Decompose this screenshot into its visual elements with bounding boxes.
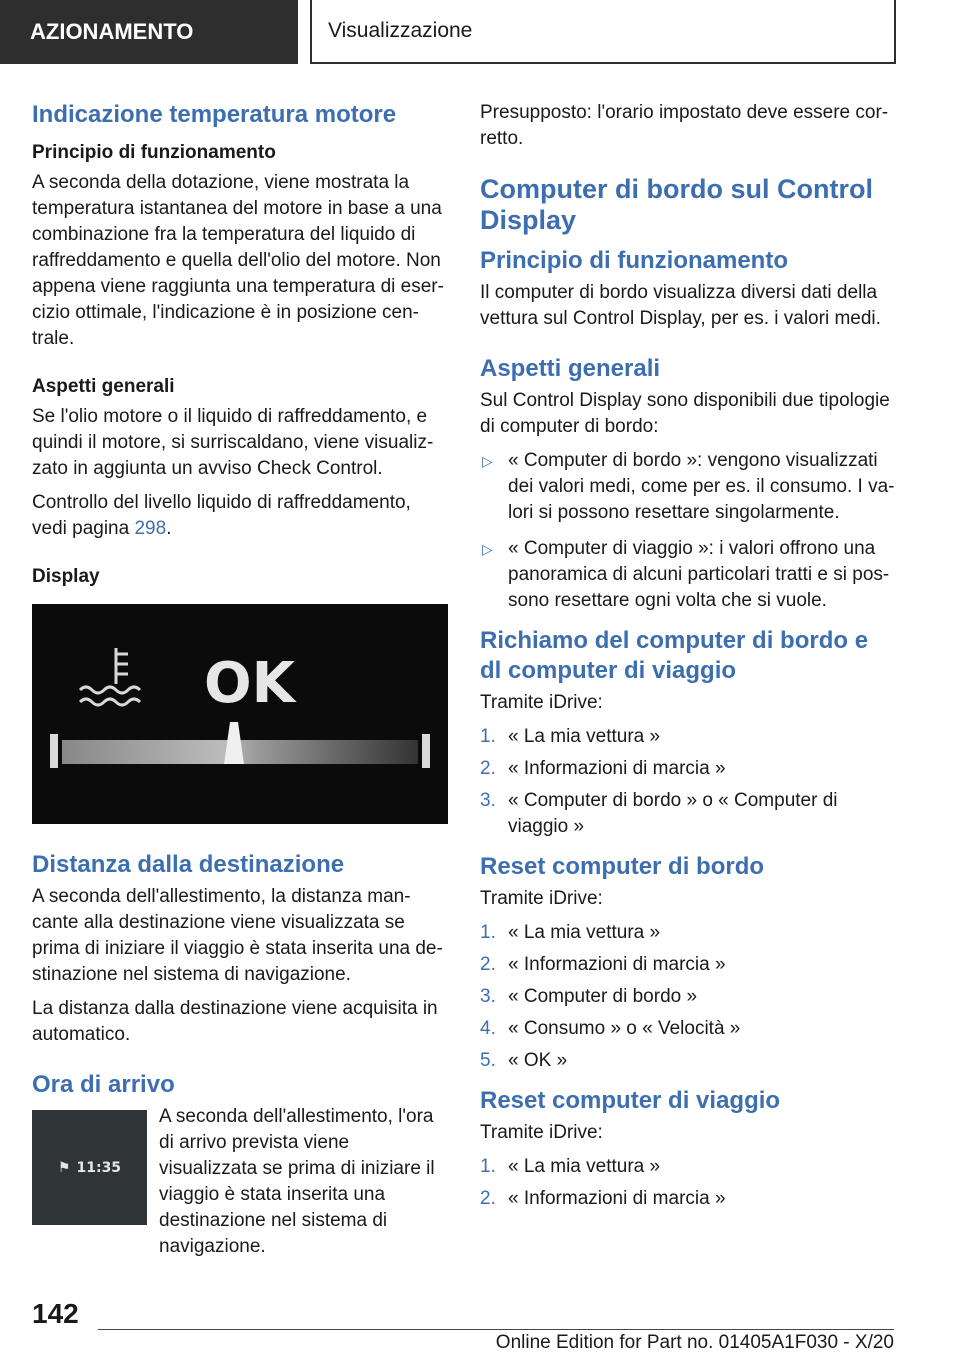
- page-number: 142: [32, 1298, 79, 1329]
- arrival-time-image: [32, 1110, 147, 1225]
- distanza-text-1: A seconda dell'allestimento, la distanza man-cante alla destinazione viene visualizzata se prima di iniziare il viaggio è stata inserita una de-stinazione nel sistema di navigazione.: [32, 886, 443, 985]
- controllo-text: Controllo del livello liquido di raffreddamento, vedi pagina 298.: [32, 492, 411, 539]
- left-column: [32, 100, 448, 1260]
- list-item: 2. « Informazioni di marcia »: [480, 1188, 726, 1209]
- ora-heading: Ora di arrivo: [32, 1071, 175, 1098]
- coolant-temp-icon: [80, 648, 140, 705]
- list-item: 1. « La mia vettura »: [480, 726, 661, 747]
- chapter-title: Visualizzazione: [328, 19, 473, 42]
- list-item: ▷ « Computer di viaggio »: i valori offrono una panoramica di alcuni particolari tratti e si pos-sono resettare ogni volta che si vuole.: [482, 538, 890, 611]
- principio-subheading: Principio di funzionamento: [32, 142, 276, 163]
- engine-temp-display-image: [32, 604, 448, 824]
- computer-types-list: [480, 448, 896, 614]
- flag-icon: ⚑: [57, 1159, 71, 1176]
- richiamo-steps: [480, 724, 896, 840]
- display-subheading: Display: [32, 566, 100, 587]
- list-item: 5. « OK »: [480, 1050, 568, 1071]
- section-tab: [0, 0, 298, 64]
- list-item: 1. « La mia vettura »: [480, 1156, 661, 1177]
- principio-heading-right: Principio di funzionamento: [480, 247, 788, 274]
- reset-bordo-steps: [480, 920, 896, 1074]
- list-item: 2. « Informazioni di marcia »: [480, 954, 726, 975]
- footer-edition: Online Edition for Part no. 01405A1F030 - X/20: [495, 1332, 894, 1353]
- ora-text: A seconda dell'allestimento, l'ora di arrivo prevista viene visualizzata se prima di iniziare il viaggio è stata inserita una destinazione nel sistema di navigazione.: [159, 1106, 435, 1257]
- reset-viaggio-heading: Reset computer di viaggio: [480, 1087, 781, 1114]
- bar-right-cap: [422, 734, 430, 768]
- aspetti-subheading: Aspetti generali: [32, 376, 175, 397]
- aspetti-text: Se l'olio motore o il liquido di raffreddamento, e quindi il motore, si surriscaldano, viene visualiz-zato in aggiunta un avviso Check Control.: [32, 406, 434, 479]
- temp-needle: [224, 722, 244, 764]
- bar-left-cap: [50, 734, 58, 768]
- principio-text: A seconda della dotazione, viene mostrata la temperatura istantanea del motore in base a una combinazione fra la temperatura del liquido di raffreddamento e quella dell'olio del motore. Non appena viene raggiunta una temperatura di eser-cizio ottimale, l'indicazione è in posizione cen-trale.: [32, 172, 444, 349]
- aspetti-text-right: Sul Control Display sono disponibili due tipologie di computer di bordo:: [480, 390, 890, 437]
- list-item: 4. « Consumo » o « Velocità »: [480, 1018, 741, 1039]
- distanza-text-2: La distanza dalla destinazione viene acquisita in automatico.: [32, 998, 438, 1045]
- principio-text-right: Il computer di bordo visualizza diversi dati della vettura sul Control Display, per es. i valori medi.: [480, 282, 881, 329]
- triangle-bullet-icon: ▷: [482, 453, 493, 469]
- tramite-text-3: Tramite iDrive:: [480, 1122, 603, 1143]
- distanza-heading: Distanza dalla destinazione: [32, 851, 345, 878]
- reset-viaggio-steps: [480, 1154, 896, 1212]
- list-item: 1. « La mia vettura »: [480, 922, 661, 943]
- triangle-bullet-icon: ▷: [482, 541, 493, 557]
- list-item: 3. « Computer di bordo »: [480, 986, 698, 1007]
- list-item: 3. « Computer di bordo » o « Computer di viaggio »: [480, 790, 838, 837]
- chapter-tab: [310, 0, 896, 64]
- display-ok-text: OK: [204, 651, 295, 716]
- reset-bordo-heading: Reset computer di bordo: [480, 853, 765, 880]
- list-item: ▷ « Computer di bordo »: vengono visualizzati dei valori medi, come per es. il consumo. I va-lori si possono resettare singolarmente.: [482, 450, 895, 523]
- presupposto-text: Presupposto: l'orario impostato deve essere cor-retto.: [480, 102, 889, 149]
- computer-heading: Computer di bordo sul Control Display: [480, 174, 873, 235]
- tramite-text-1: Tramite iDrive:: [480, 692, 603, 713]
- ora-block: [32, 1104, 448, 1260]
- engine-temp-display-graphic: [32, 604, 448, 824]
- temp-heading: Indicazione temperatura motore: [32, 101, 397, 128]
- section-title: AZIONAMENTO: [30, 19, 194, 44]
- tramite-text-2: Tramite iDrive:: [480, 888, 603, 909]
- footer-divider: [98, 1329, 894, 1330]
- page-link[interactable]: 298: [134, 518, 167, 539]
- aspetti-heading-right: Aspetti generali: [480, 355, 661, 382]
- right-column: [480, 100, 896, 1224]
- richiamo-heading: Richiamo del computer di bordo e dl computer di viaggio: [480, 627, 869, 684]
- list-item: 2. « Informazioni di marcia »: [480, 758, 726, 779]
- arrival-time-value: 11:35: [76, 1159, 122, 1176]
